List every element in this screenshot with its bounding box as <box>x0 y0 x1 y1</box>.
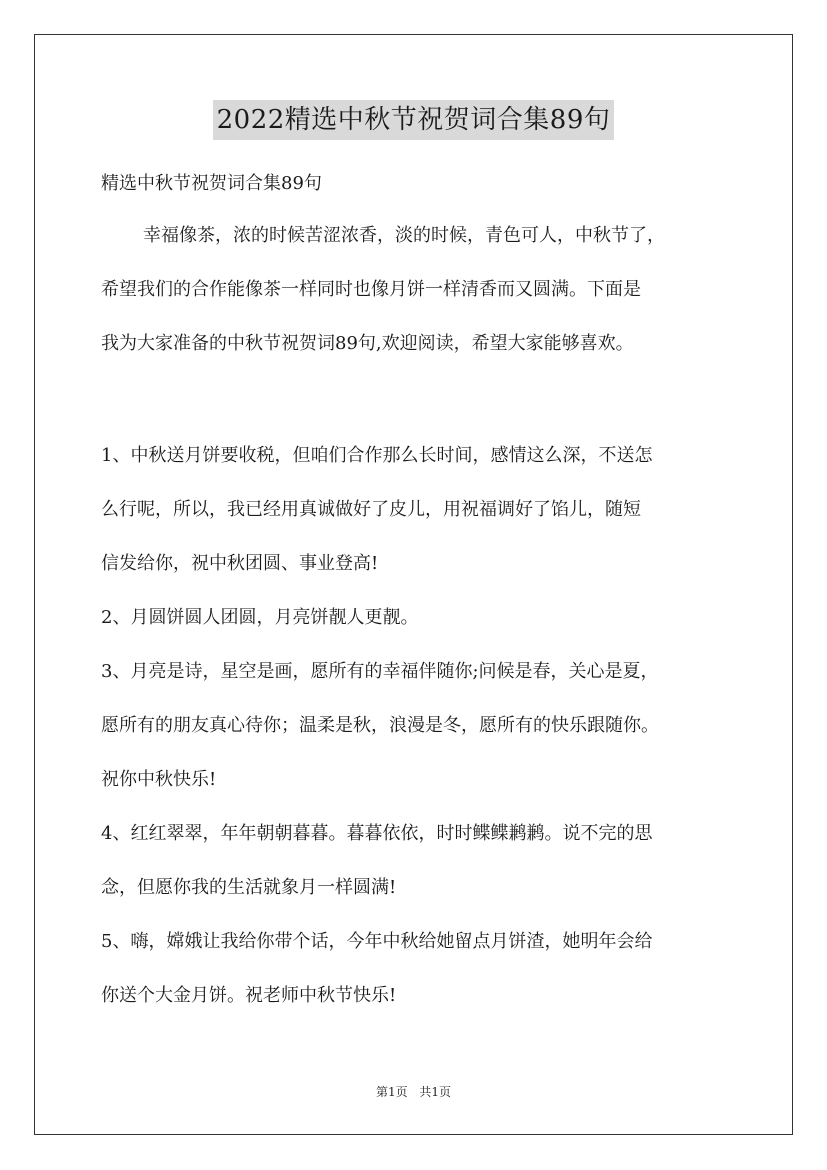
list-item-line: 3、月亮是诗，星空是画，愿所有的幸福伴随你;问候是春，关心是夏， <box>101 661 659 682</box>
subtitle: 精选中秋节祝贺词合集89句 <box>101 173 322 194</box>
title-container <box>0 100 827 140</box>
page-total: 共1页 <box>419 1085 452 1099</box>
intro-line: 我为大家准备的中秋节祝贺词89句,欢迎阅读，希望大家能够喜欢。 <box>101 333 634 354</box>
list-item-line: 4、红红翠翠，年年朝朝暮暮。暮暮依依，时时鲽鲽鹣鹣。说不完的思 <box>101 823 653 844</box>
list-item-line: 1、中秋送月饼要收税，但咱们合作那么长时间，感情这么深，不送怎 <box>101 445 653 466</box>
list-item-line: 信发给你，祝中秋团圆、事业登高! <box>101 553 379 574</box>
paragraph-spacer <box>101 384 741 442</box>
list-item-line: 5、嗨，嫦娥让我给你带个话，今年中秋给她留点月饼渣，她明年会给 <box>101 931 653 952</box>
page-footer <box>0 1083 827 1100</box>
list-item-line: 么行呢，所以，我已经用真诚做好了皮儿，用祝福调好了馅儿，随短 <box>101 499 641 520</box>
page-number: 第1页 <box>375 1085 408 1099</box>
list-item-line: 愿所有的朋友真心待你；温柔是秋，浪漫是冬，愿所有的快乐跟随你。 <box>101 715 659 736</box>
document-title: 2022精选中秋节祝贺词合集89句 <box>213 100 615 140</box>
greetings-list <box>101 442 741 1036</box>
intro-line: 希望我们的合作能像茶一样同时也像月饼一样清香而又圆满。下面是 <box>101 279 641 300</box>
intro-paragraph <box>101 222 741 384</box>
list-item-line: 念，但愿你我的生活就象月一样圆满! <box>101 877 397 898</box>
document-body <box>101 170 741 1036</box>
list-item-line: 2、月圆饼圆人团圆，月亮饼靓人更靓。 <box>101 607 419 628</box>
intro-line: 幸福像茶，浓的时候苦涩浓香，淡的时候，青色可人，中秋节了， <box>143 225 665 246</box>
list-item-line: 祝你中秋快乐! <box>101 769 217 790</box>
list-item-line: 你送个大金月饼。祝老师中秋节快乐! <box>101 985 397 1006</box>
